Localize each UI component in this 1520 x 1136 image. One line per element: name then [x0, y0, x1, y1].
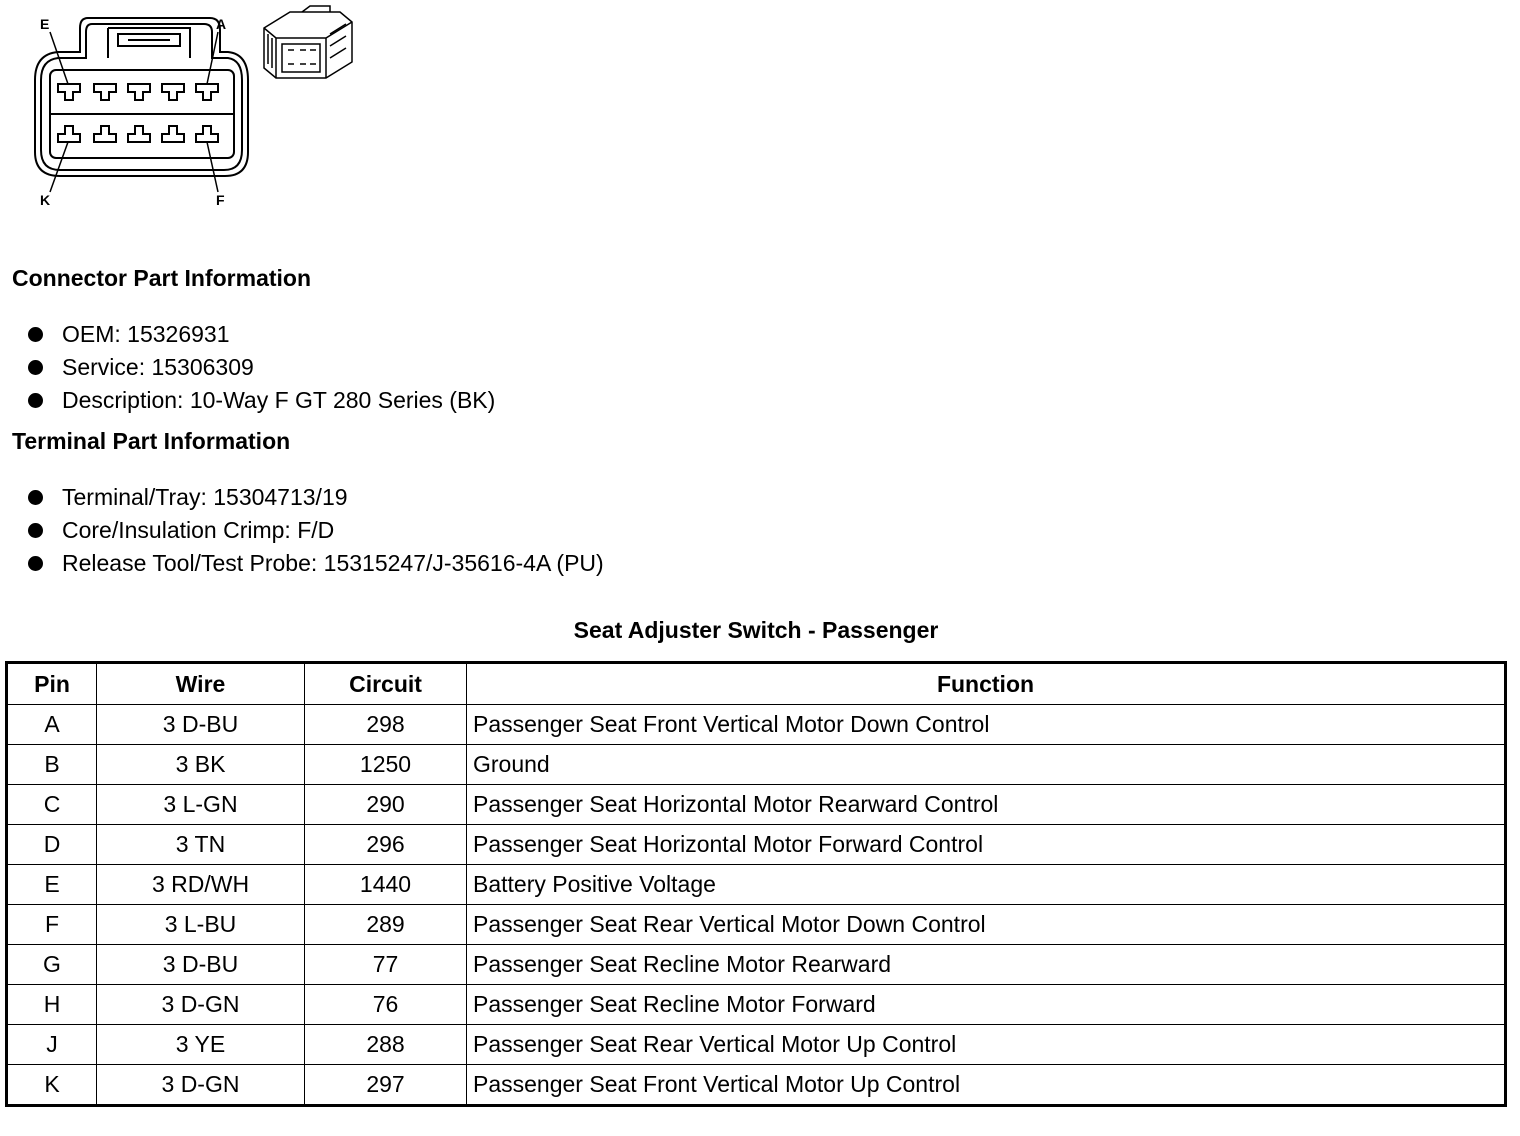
- terminal-cavities-bottom: [58, 126, 218, 142]
- circuit-cell: 1440: [305, 865, 467, 905]
- wire-cell: 3 L-GN: [97, 785, 305, 825]
- function-cell: Battery Positive Voltage: [467, 865, 1506, 905]
- pin-cell: F: [7, 905, 97, 945]
- bullet-icon: [28, 393, 43, 408]
- table-row: [7, 945, 1506, 985]
- circuit-cell: 296: [305, 825, 467, 865]
- connector-part-info-list: [28, 318, 495, 417]
- terminal-part-info-list: [28, 481, 604, 580]
- connector-description: Description: 10-Way F GT 280 Series (BK): [62, 387, 496, 413]
- bullet-icon: [28, 556, 43, 571]
- pin-cell: E: [7, 865, 97, 905]
- wire-cell: 3 D-BU: [97, 945, 305, 985]
- circuit-cell: 290: [305, 785, 467, 825]
- wire-cell: 3 D-GN: [97, 985, 305, 1025]
- bullet-icon: [28, 360, 43, 375]
- wire-cell: 3 TN: [97, 825, 305, 865]
- pin-cell: C: [7, 785, 97, 825]
- pin-cell: G: [7, 945, 97, 985]
- header-wire: Wire: [97, 663, 305, 705]
- connector-diagram: [0, 0, 370, 215]
- pin-label-k: K: [40, 192, 51, 208]
- function-cell: Passenger Seat Horizontal Motor Rearward Control: [467, 785, 1506, 825]
- function-cell: Passenger Seat Front Vertical Motor Down Control: [467, 705, 1506, 745]
- function-cell: Passenger Seat Recline Motor Rearward: [467, 945, 1506, 985]
- list-item: [28, 384, 495, 417]
- bullet-icon: [28, 490, 43, 505]
- connector-isometric-icon: [264, 6, 352, 78]
- table-row: [7, 905, 1506, 945]
- list-item: [28, 514, 604, 547]
- table-row: [7, 1025, 1506, 1065]
- table-caption: Seat Adjuster Switch - Passenger: [573, 617, 939, 643]
- release-tool: Release Tool/Test Probe: 15315247/J-35616-4A (PU): [62, 550, 604, 576]
- table-row: [7, 745, 1506, 785]
- connector-part-info-heading: Connector Part Information: [12, 265, 312, 291]
- function-cell: Passenger Seat Rear Vertical Motor Up Control: [467, 1025, 1506, 1065]
- wire-cell: 3 YE: [97, 1025, 305, 1065]
- pin-cell: K: [7, 1065, 97, 1106]
- table-row: [7, 1065, 1506, 1106]
- terminal-part-info-heading: Terminal Part Information: [12, 428, 291, 454]
- circuit-cell: 297: [305, 1065, 467, 1106]
- pin-leader-lines: [50, 32, 218, 192]
- pin-label-e: E: [40, 16, 50, 32]
- pin-cell: A: [7, 705, 97, 745]
- circuit-cell: 77: [305, 945, 467, 985]
- header-pin: Pin: [7, 663, 97, 705]
- circuit-cell: 1250: [305, 745, 467, 785]
- wire-cell: 3 BK: [97, 745, 305, 785]
- list-item: [28, 547, 604, 580]
- function-cell: Passenger Seat Rear Vertical Motor Down Control: [467, 905, 1506, 945]
- header-circuit: Circuit: [305, 663, 467, 705]
- list-item: [28, 481, 604, 514]
- function-cell: Passenger Seat Front Vertical Motor Up Control: [467, 1065, 1506, 1106]
- terminal-tray: Terminal/Tray: 15304713/19: [62, 484, 348, 510]
- circuit-cell: 288: [305, 1025, 467, 1065]
- table-row: [7, 825, 1506, 865]
- function-cell: Passenger Seat Recline Motor Forward: [467, 985, 1506, 1025]
- pinout-table: [5, 661, 1507, 1107]
- circuit-cell: 289: [305, 905, 467, 945]
- oem-number: OEM: 15326931: [62, 321, 230, 347]
- pin-cell: H: [7, 985, 97, 1025]
- table-row: [7, 785, 1506, 825]
- function-cell: Ground: [467, 745, 1506, 785]
- list-item: [28, 318, 495, 351]
- table-header-row: [7, 663, 1506, 705]
- bullet-icon: [28, 523, 43, 538]
- table-row: [7, 865, 1506, 905]
- pin-cell: J: [7, 1025, 97, 1065]
- wire-cell: 3 L-BU: [97, 905, 305, 945]
- wire-cell: 3 D-GN: [97, 1065, 305, 1106]
- wire-cell: 3 D-BU: [97, 705, 305, 745]
- pin-label-a: A: [216, 16, 227, 32]
- service-number: Service: 15306309: [62, 354, 254, 380]
- pin-cell: B: [7, 745, 97, 785]
- bullet-icon: [28, 327, 43, 342]
- list-item: [28, 351, 495, 384]
- connector-latch: [108, 28, 190, 58]
- circuit-cell: 298: [305, 705, 467, 745]
- wire-cell: 3 RD/WH: [97, 865, 305, 905]
- function-cell: Passenger Seat Horizontal Motor Forward Control: [467, 825, 1506, 865]
- table-row: [7, 705, 1506, 745]
- table-row: [7, 985, 1506, 1025]
- crimp-info: Core/Insulation Crimp: F/D: [62, 517, 335, 543]
- terminal-cavities-top: [58, 84, 218, 100]
- pin-cell: D: [7, 825, 97, 865]
- header-function: Function: [467, 663, 1506, 705]
- circuit-cell: 76: [305, 985, 467, 1025]
- pin-label-f: F: [216, 192, 225, 208]
